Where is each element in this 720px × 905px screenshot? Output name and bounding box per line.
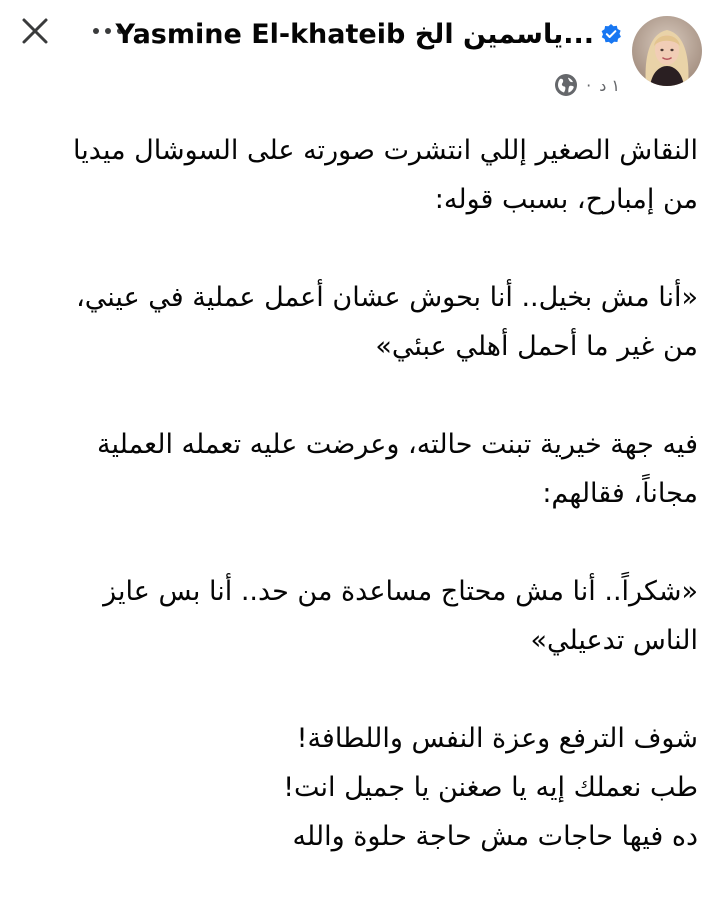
globe-icon[interactable] [554, 73, 578, 97]
post-paragraph: فيه جهة خيرية تبنت حالته، وعرضت عليه تعمله العملية مجاناً، فقالهم: [97, 429, 698, 509]
close-button[interactable] [18, 14, 52, 48]
author-row [116, 12, 622, 56]
meta-separator: · [586, 75, 592, 95]
avatar[interactable] [632, 16, 702, 86]
post-line: شوف الترفع وعزة النفس واللطافة! [296, 723, 698, 754]
post-quote: «شكراً.. أنا مش محتاج مساعدة من حد.. أنا بس عايز الناس تدعيلي» [103, 576, 698, 656]
verified-badge-icon [600, 23, 622, 45]
post-line: ده فيها حاجات مش حاجة حلوة والله [292, 821, 698, 852]
post-timestamp[interactable]: ١ د [599, 75, 620, 95]
post-body [38, 126, 698, 861]
post-meta [554, 70, 620, 100]
post-quote: «أنا مش بخيل.. أنا بحوش عشان أعمل عملية في عيني، من غير ما أحمل أهلي عبئي» [76, 282, 698, 362]
post-paragraph: النقاش الصغير إللي انتشرت صورته على السوشال ميديا من إمبارح، بسبب قوله: [73, 135, 698, 215]
post-line: طب نعملك إيه يا صغنن يا جميل انت! [283, 772, 698, 803]
post-header [0, 0, 720, 110]
close-icon [20, 16, 50, 46]
author-name[interactable]: Yasmine El-khateib ياسمين الخ... [115, 18, 594, 50]
